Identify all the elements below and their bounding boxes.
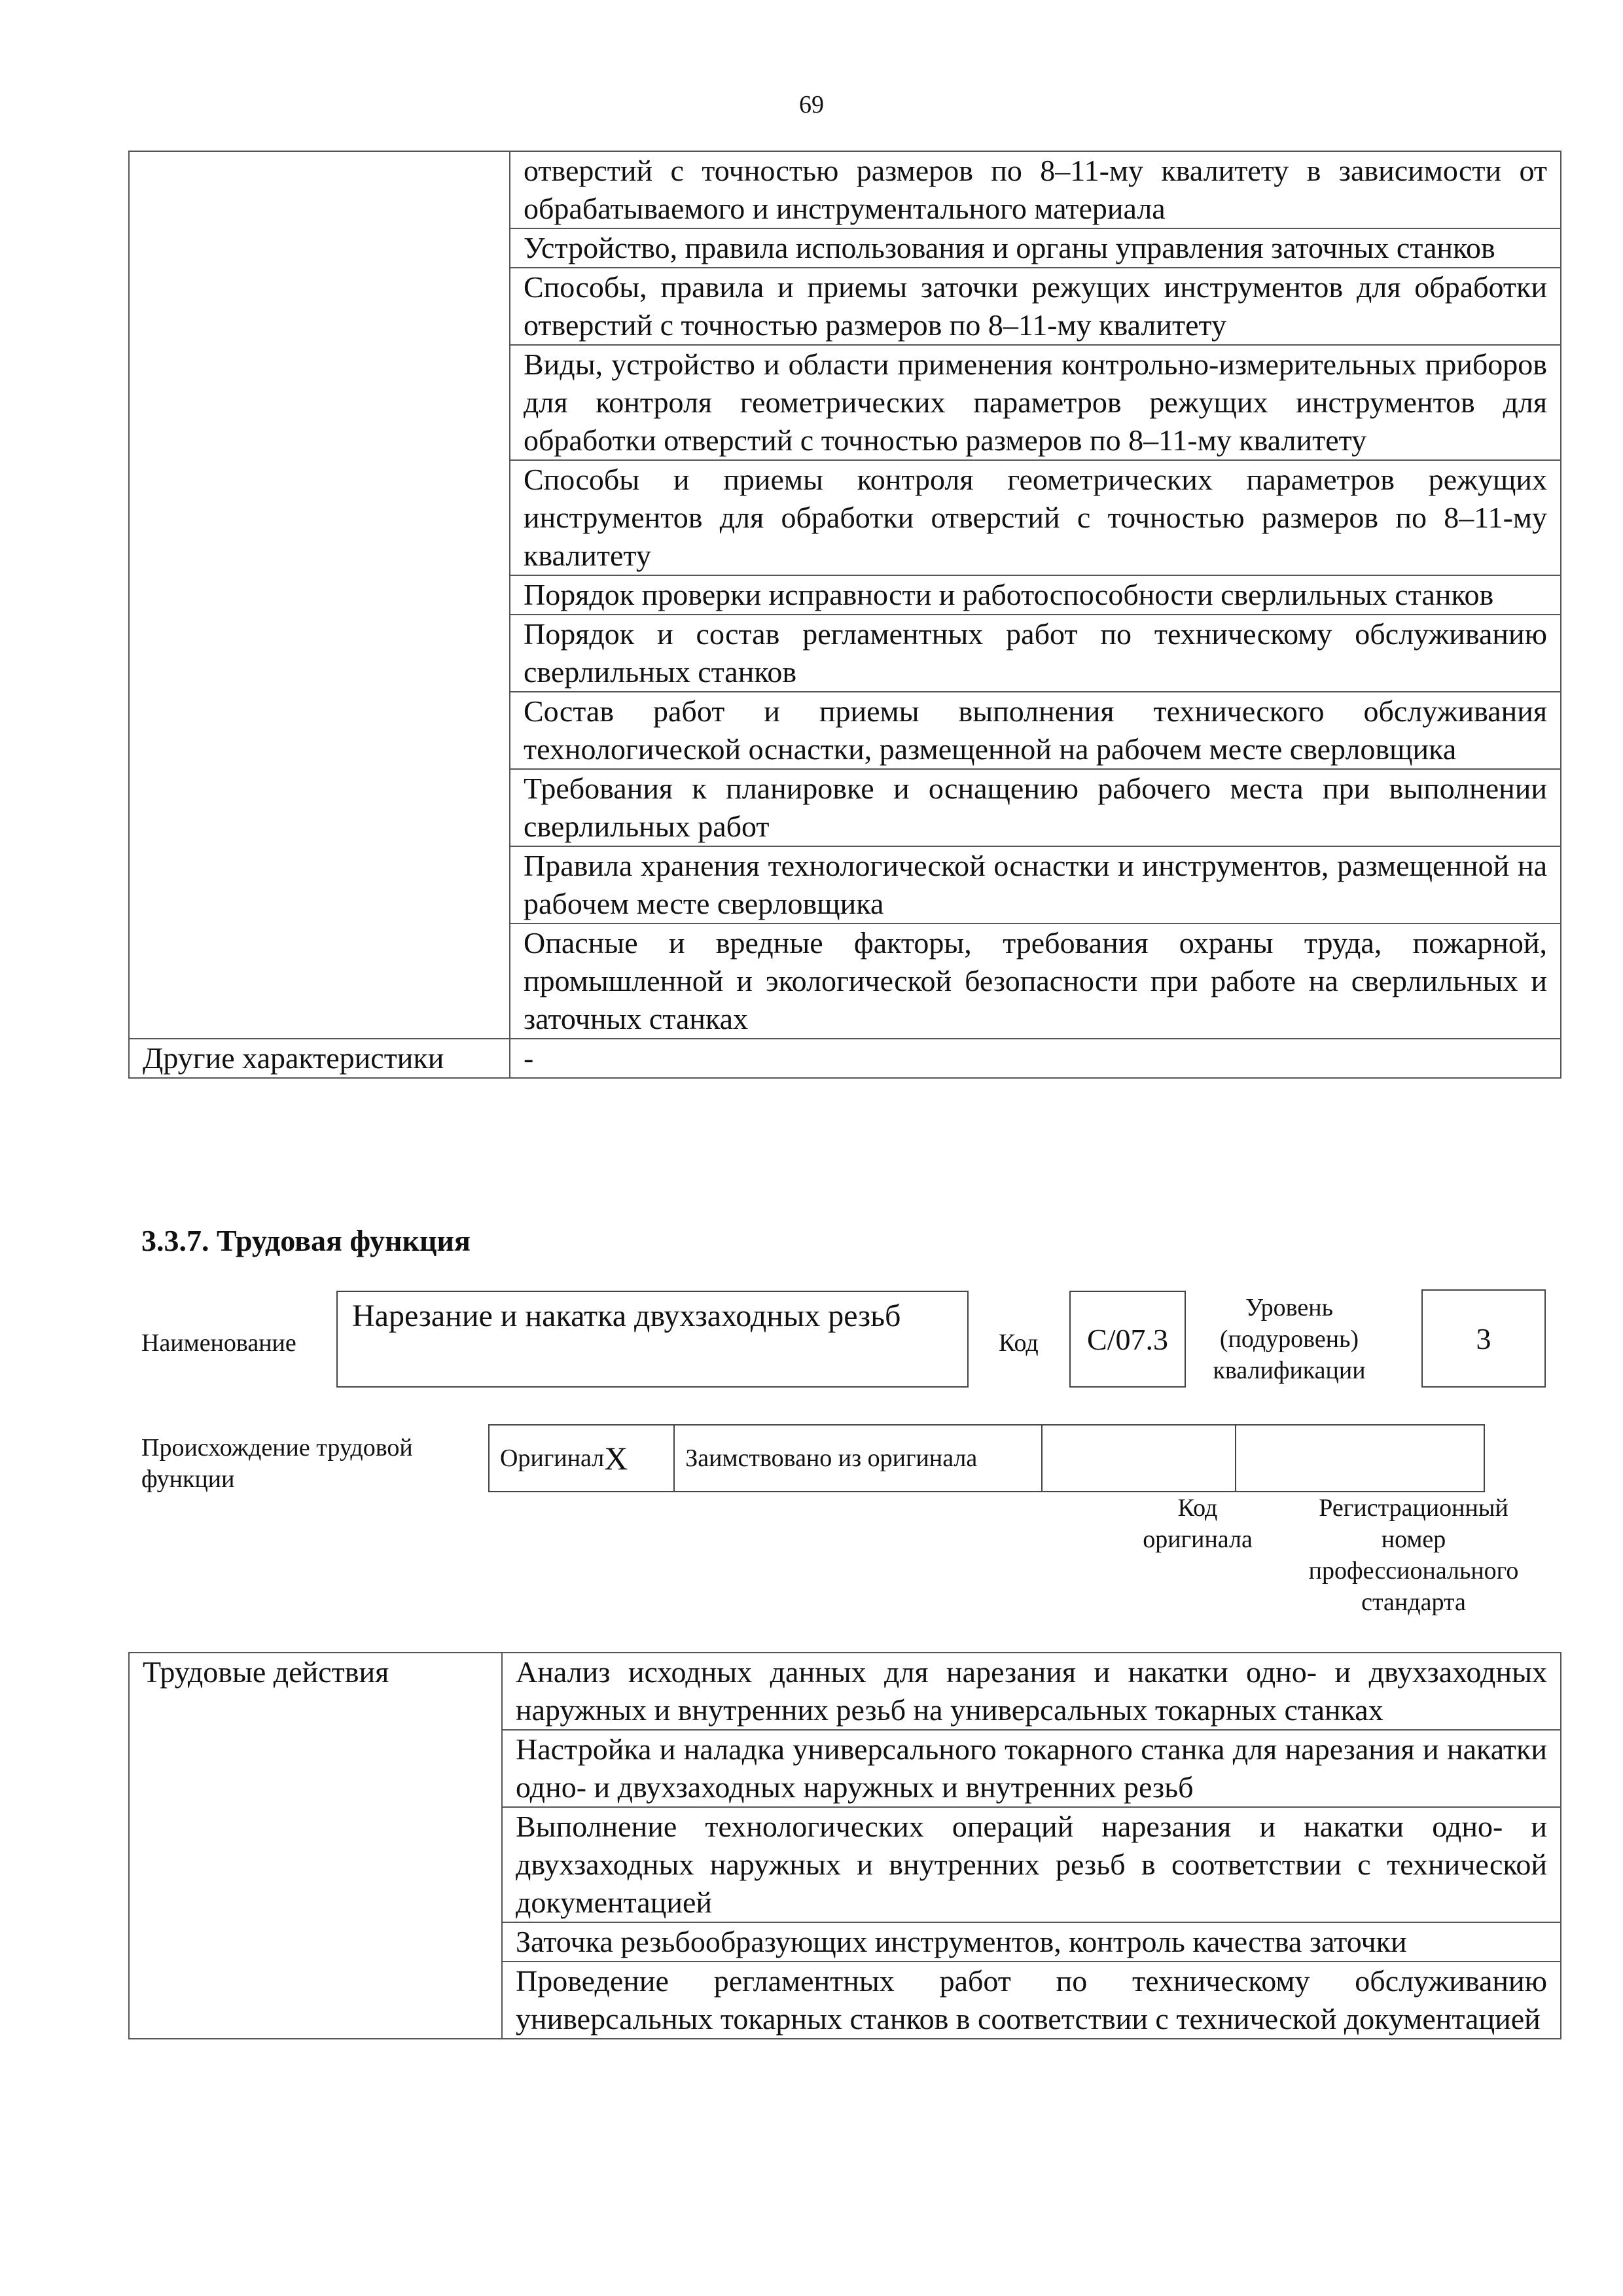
other-characteristics-label: Другие характеристики bbox=[129, 1039, 510, 1078]
caption-line: Код bbox=[1177, 1494, 1218, 1522]
table-cell: Правила хранения технологической оснастки и инструментов, размещенной на рабочем месте сверловщика bbox=[510, 846, 1561, 924]
section-heading: 3.3.7. Трудовая функция bbox=[141, 1224, 471, 1257]
registration-caption bbox=[1276, 1492, 1551, 1618]
table-cell: Порядок проверки исправности и работоспособности сверлильных станков bbox=[510, 575, 1561, 615]
table-cell: Выполнение технологических операций нарезания и накатки одно- и двухзаходных наружных и внутренних резьб в соответствии с технической документацией bbox=[502, 1807, 1561, 1922]
table-cell: Виды, устройство и области применения контрольно-измерительных приборов для контроля геометрических параметров режущих инструментов для обработки отверстий с точностью размеров по 8–11-му квалитету bbox=[510, 345, 1561, 460]
level-value-box: 3 bbox=[1421, 1289, 1546, 1388]
page-number: 69 bbox=[799, 91, 824, 118]
original-code-cell bbox=[1042, 1425, 1236, 1492]
table-cell: Заточка резьбообразующих инструментов, контроль качества заточки bbox=[502, 1922, 1561, 1962]
table-cell: Состав работ и приемы выполнения технического обслуживания технологической оснастки, размещенной на рабочем месте сверловщика bbox=[510, 692, 1561, 769]
original-mark: X bbox=[604, 1425, 674, 1492]
caption-line: оригинала bbox=[1143, 1526, 1253, 1553]
table-cell: отверстий с точностью размеров по 8–11-му квалитету в зависимости от обрабатываемого и инструментального материала bbox=[510, 151, 1561, 228]
caption-line: Регистрационный bbox=[1319, 1494, 1508, 1522]
table-row bbox=[489, 1425, 1484, 1492]
table-cell: Способы и приемы контроля геометрических параметров режущих инструментов для обработки отверстий с точностью размеров по 8–11-му квалитету bbox=[510, 460, 1561, 575]
level-label bbox=[1191, 1292, 1387, 1386]
labor-actions-label: Трудовые действия bbox=[129, 1653, 502, 2039]
code-label: Код bbox=[999, 1329, 1039, 1357]
table-cell: Требования к планировке и оснащению рабочего места при выполнении сверлильных работ bbox=[510, 769, 1561, 846]
table-cell: Порядок и состав регламентных работ по техническому обслуживанию сверлильных станков bbox=[510, 615, 1561, 692]
function-name-box: Нарезание и накатка двухзаходных резьб bbox=[336, 1291, 969, 1388]
table-cell: Настройка и наладка универсального токарного станка для нарезания и накатки одно- и двухзаходных наружных и внутренних резьб bbox=[502, 1730, 1561, 1807]
table-cell: Анализ исходных данных для нарезания и накатки одно- и двухзаходных наружных и внутренних резьб на универсальных токарных станках bbox=[502, 1653, 1561, 1730]
caption-line: стандарта bbox=[1361, 1588, 1466, 1616]
labor-actions-table bbox=[128, 1652, 1561, 2039]
level-label-line: квалификации bbox=[1213, 1357, 1366, 1384]
knowledge-table bbox=[128, 151, 1561, 1079]
table-cell: Устройство, правила использования и органы управления заточных станков bbox=[510, 228, 1561, 268]
name-label: Наименование bbox=[141, 1329, 296, 1357]
function-code-box: C/07.3 bbox=[1069, 1291, 1186, 1388]
table-cell: Проведение регламентных работ по техническому обслуживанию универсальных токарных станков в соответствии с технической документацией bbox=[502, 1962, 1561, 2039]
borrowed-label: Заимствовано из оригинала bbox=[674, 1425, 1042, 1492]
other-characteristics-value: - bbox=[510, 1039, 1561, 1078]
original-code-caption bbox=[1113, 1492, 1283, 1555]
registration-number-cell bbox=[1236, 1425, 1484, 1492]
table-left-cell bbox=[129, 151, 510, 1039]
caption-line: номер bbox=[1381, 1526, 1446, 1553]
original-label: Оригинал bbox=[489, 1425, 604, 1492]
origin-label: Происхождение трудовой функции bbox=[141, 1434, 413, 1493]
level-label-line: (подуровень) bbox=[1219, 1325, 1359, 1353]
caption-line: профессионального bbox=[1308, 1557, 1519, 1585]
table-row bbox=[129, 151, 1561, 228]
origin-table bbox=[488, 1424, 1485, 1492]
table-row bbox=[129, 1653, 1561, 1730]
level-label-line: Уровень bbox=[1245, 1294, 1333, 1321]
table-row-other bbox=[129, 1039, 1561, 1078]
table-cell: Опасные и вредные факторы, требования охраны труда, пожарной, промышленной и экологической безопасности при работе на сверлильных и заточных станках bbox=[510, 924, 1561, 1039]
table-cell: Способы, правила и приемы заточки режущих инструментов для обработки отверстий с точностью размеров по 8–11-му квалитету bbox=[510, 268, 1561, 345]
